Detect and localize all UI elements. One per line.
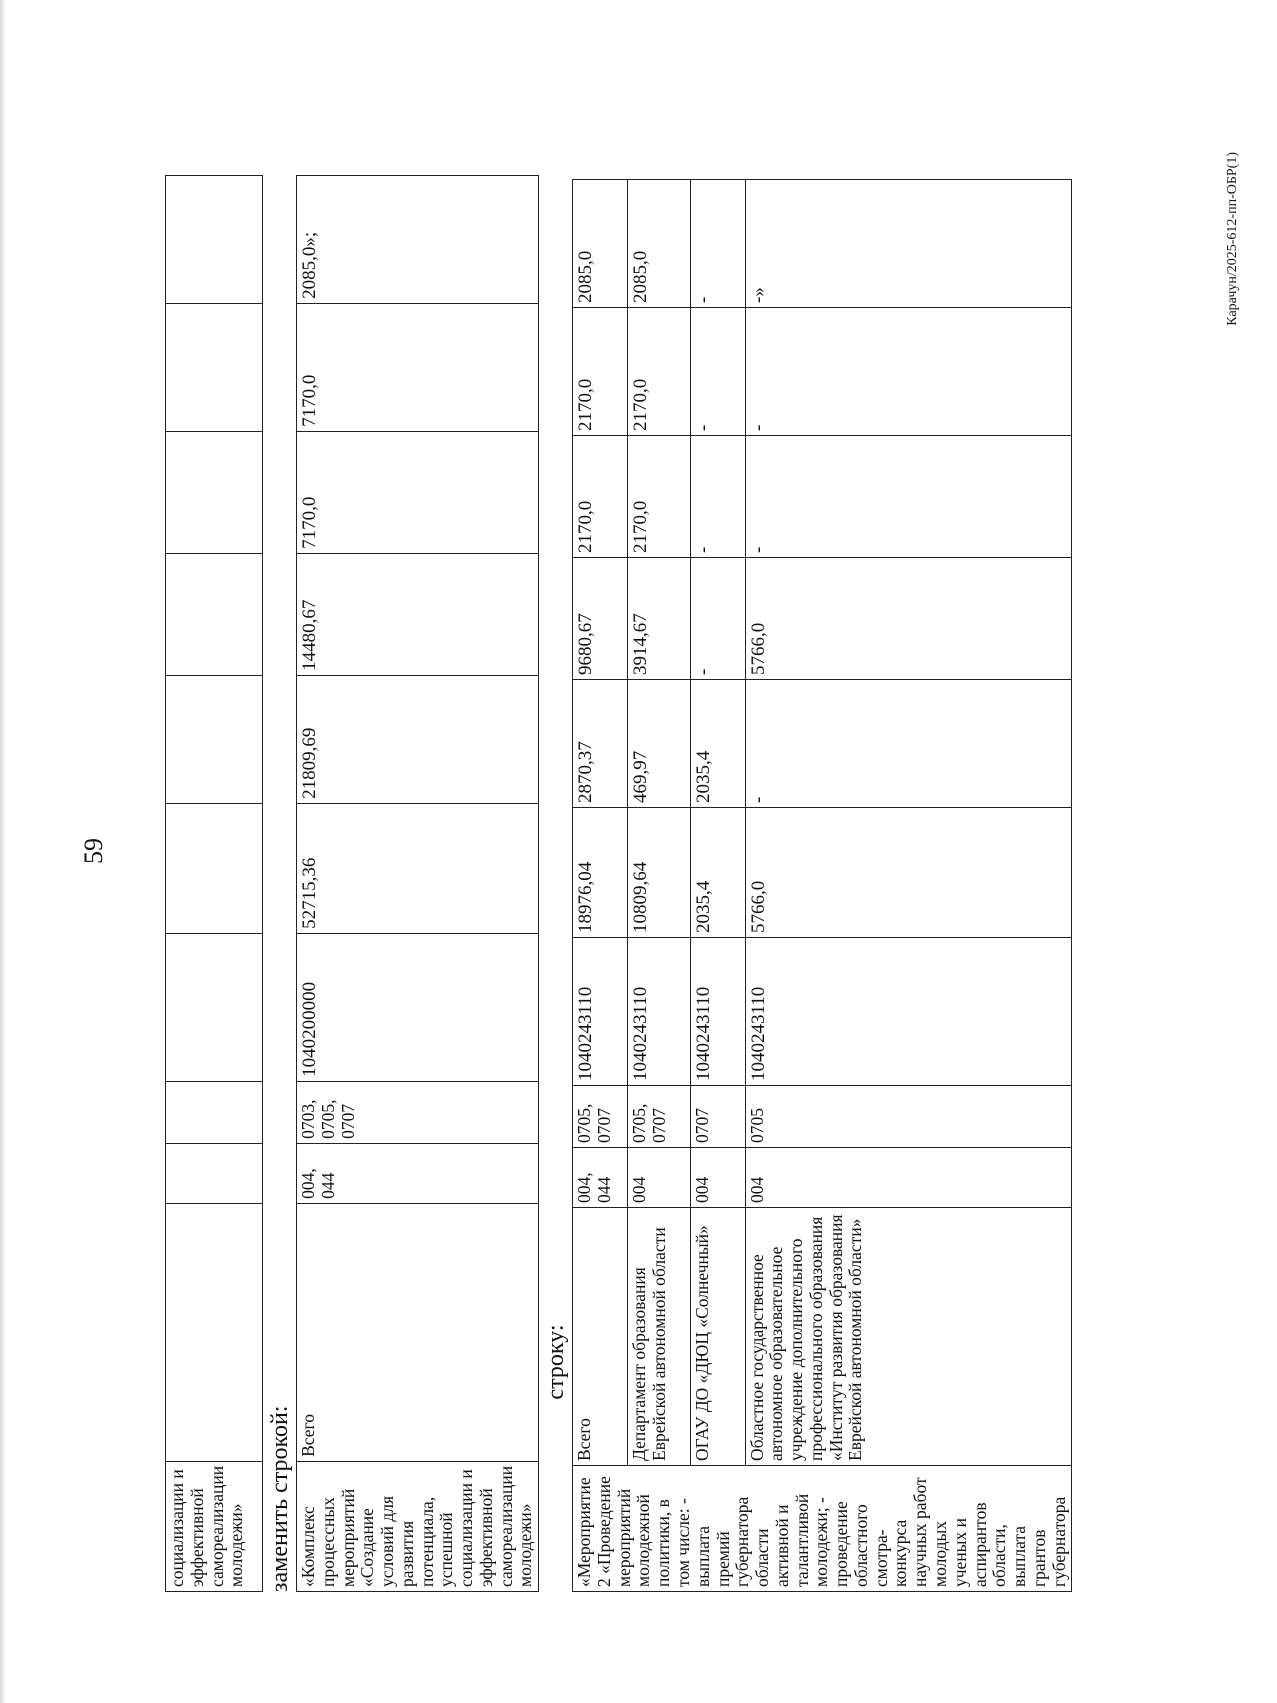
value-cell: 14480,67 bbox=[297, 553, 539, 675]
page-number: 59 bbox=[79, 838, 108, 864]
csr-cell: 1040243110 bbox=[573, 938, 628, 1086]
value-cell: - bbox=[691, 558, 746, 680]
value-cell: - bbox=[745, 308, 1072, 436]
rz-cell: 0705 bbox=[745, 1086, 1072, 1148]
event-name-cell: социализации и эффективной самореализации молодежи» bbox=[166, 1461, 263, 1591]
csr-cell: 1040243110 bbox=[691, 938, 746, 1086]
value-cell: 9680,67 bbox=[573, 558, 628, 680]
event-name-cell: «Комплекс процессных мероприятий «Создание условий для развития потенциала, успешной социализации и эффективной самореализации молодежи» bbox=[297, 1461, 539, 1591]
replace-heading: заменить строкой: bbox=[267, 1405, 293, 1592]
value-cell: - bbox=[691, 180, 746, 308]
rz-cell: 0703, 0705, 0707 bbox=[297, 1081, 539, 1143]
executor-cell: ОГАУ ДО «ДЮЦ «Солнечный» bbox=[691, 1208, 746, 1466]
executor-cell: Департамент образования Еврейской автономной области bbox=[627, 1208, 690, 1466]
value-cell: 2035,4 bbox=[691, 680, 746, 808]
complex-row-table bbox=[296, 175, 539, 1592]
value-cell: 5766,0 bbox=[745, 808, 1072, 938]
value-cell: 2170,0 bbox=[627, 436, 690, 558]
executor-cell: Всего bbox=[573, 1208, 628, 1466]
value-cell: 18976,04 bbox=[573, 808, 628, 938]
value-cell: 5766,0 bbox=[745, 558, 1072, 680]
rotated-page-content bbox=[165, 40, 1277, 1592]
csr-cell: 1040243110 bbox=[745, 938, 1072, 1086]
footer-reference: Карачун/2025-612-пп-ОБР(1) bbox=[1225, 152, 1240, 326]
rz-cell: 0705, 0707 bbox=[573, 1086, 628, 1148]
executor-cell: Областное государственное автономное образовательное учреждение дополнительного профессионального образования «Институт развития образования Еврейской автономной области» bbox=[745, 1208, 1072, 1466]
table-row bbox=[691, 180, 746, 1592]
value-cell: 2085,0 bbox=[573, 180, 628, 308]
value-cell: - bbox=[745, 436, 1072, 558]
event-name-cell: «Мероприятие 2 «Проведение мероприятий молодежной политики, в том числе: - выплата премий губернатора области активной и талантливой молодежи; - проведение областного смотра-конкурса научных работ молодых ученых и аспирантов области, выплата грантов губернатора bbox=[573, 1466, 1072, 1592]
value-cell: 3914,67 bbox=[627, 558, 690, 680]
value-cell: 7170,0 bbox=[297, 303, 539, 431]
rz-cell: 0705, 0707 bbox=[627, 1086, 690, 1148]
value-cell: 2085,0 bbox=[627, 180, 690, 308]
value-cell: -» bbox=[745, 180, 1072, 308]
value-cell: 2170,0 bbox=[627, 308, 690, 436]
grbs-cell: 004, 044 bbox=[297, 1143, 539, 1203]
table-row bbox=[573, 180, 628, 1592]
grbs-cell: 004 bbox=[745, 1148, 1072, 1208]
value-cell: 469,97 bbox=[627, 680, 690, 808]
csr-cell: 1040243110 bbox=[627, 938, 690, 1086]
table-row bbox=[297, 175, 539, 1591]
previous-row-table bbox=[165, 175, 263, 1592]
grbs-cell: 004 bbox=[691, 1148, 746, 1208]
table-row bbox=[745, 180, 1072, 1592]
csr-cell: 1040200000 bbox=[297, 933, 539, 1081]
grbs-cell: 004, 044 bbox=[573, 1148, 628, 1208]
value-cell: - bbox=[691, 436, 746, 558]
event-table bbox=[572, 179, 1072, 1592]
value-cell: 2035,4 bbox=[691, 808, 746, 938]
grbs-cell: 004 bbox=[627, 1148, 690, 1208]
executor-cell: Всего bbox=[297, 1203, 539, 1461]
value-cell: 2170,0 bbox=[573, 308, 628, 436]
value-cell: - bbox=[691, 308, 746, 436]
rz-cell: 0707 bbox=[691, 1086, 746, 1148]
value-cell: 21809,69 bbox=[297, 675, 539, 803]
table-row bbox=[166, 175, 263, 1591]
table-row bbox=[627, 180, 690, 1592]
value-cell: - bbox=[745, 680, 1072, 808]
line-heading: строку: bbox=[543, 1324, 570, 1400]
value-cell: 10809,64 bbox=[627, 808, 690, 938]
value-cell: 7170,0 bbox=[297, 431, 539, 553]
value-cell: 52715,36 bbox=[297, 803, 539, 933]
value-cell: 2085,0»; bbox=[297, 175, 539, 303]
scan-edge bbox=[0, 0, 6, 1703]
value-cell: 2170,0 bbox=[573, 436, 628, 558]
value-cell: 2870,37 bbox=[573, 680, 628, 808]
